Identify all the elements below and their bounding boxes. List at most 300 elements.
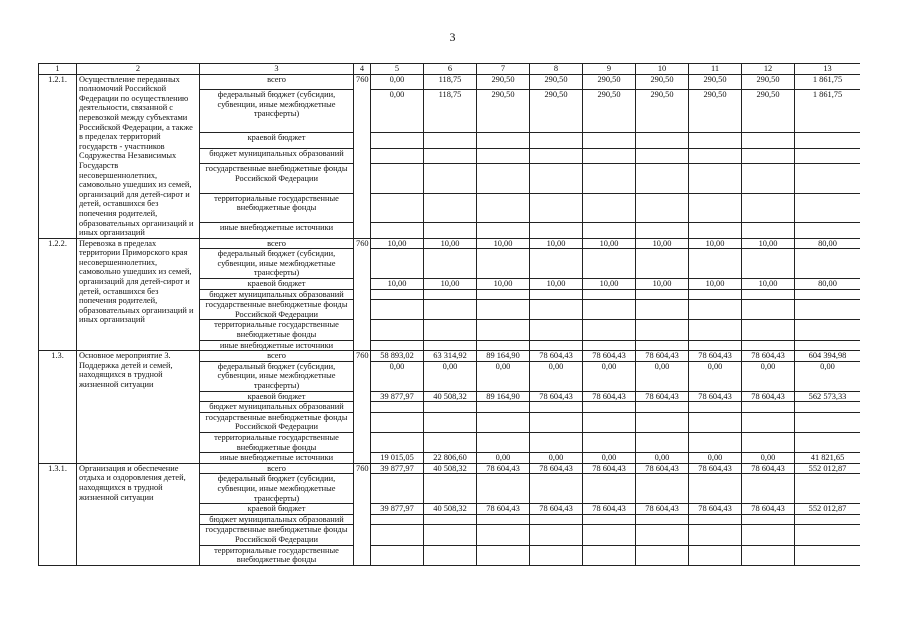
value-cell — [371, 193, 424, 222]
value-cell — [689, 412, 742, 432]
value-cell: 290,50 — [530, 90, 583, 133]
value-cell: 78 604,43 — [477, 504, 530, 515]
value-cell: 10,00 — [530, 238, 583, 249]
value-cell — [742, 432, 795, 452]
value-cell: 10,00 — [742, 279, 795, 290]
item-name: Организация и обеспечение отдыха и оздоровления детей, находящихся в трудной жизненной ситуации — [77, 463, 200, 565]
value-cell — [530, 300, 583, 320]
value-cell — [424, 133, 477, 148]
value-cell — [742, 412, 795, 432]
value-cell — [477, 474, 530, 504]
value-cell — [424, 412, 477, 432]
funding-source: бюджет муниципальных образований — [200, 402, 354, 413]
value-cell — [689, 249, 742, 279]
value-cell — [371, 474, 424, 504]
value-cell — [477, 148, 530, 163]
value-cell: 89 164,90 — [477, 391, 530, 402]
value-cell: 1 861,75 — [795, 90, 861, 133]
value-cell: 78 604,43 — [583, 463, 636, 474]
value-cell: 290,50 — [477, 74, 530, 89]
value-cell — [795, 249, 861, 279]
value-cell — [477, 402, 530, 413]
value-cell — [689, 432, 742, 452]
header-cell-11: 11 — [689, 64, 742, 75]
value-cell: 0,00 — [636, 453, 689, 464]
funding-source: краевой бюджет — [200, 391, 354, 402]
value-cell: 40 508,32 — [424, 504, 477, 515]
value-cell: 0,00 — [742, 453, 795, 464]
value-cell: 0,00 — [795, 361, 861, 391]
value-cell — [371, 133, 424, 148]
value-cell — [742, 545, 795, 565]
value-cell — [795, 133, 861, 148]
funding-source: краевой бюджет — [200, 504, 354, 515]
value-cell: 78 604,43 — [689, 463, 742, 474]
value-cell — [530, 193, 583, 222]
header-cell-10: 10 — [636, 64, 689, 75]
value-cell: 78 604,43 — [583, 504, 636, 515]
value-cell — [742, 514, 795, 525]
value-cell: 78 604,43 — [530, 504, 583, 515]
responsible-code: 760 — [354, 238, 371, 351]
item-number: 1.2.1. — [39, 74, 77, 238]
value-cell — [371, 412, 424, 432]
value-cell — [424, 545, 477, 565]
value-cell — [530, 320, 583, 340]
value-cell: 78 604,43 — [636, 391, 689, 402]
value-cell — [477, 133, 530, 148]
value-cell: 290,50 — [636, 74, 689, 89]
value-cell — [424, 320, 477, 340]
value-cell — [583, 412, 636, 432]
value-cell — [636, 545, 689, 565]
value-cell — [424, 164, 477, 193]
budget-table-wrapper — [38, 63, 860, 640]
funding-source: территориальные государственные внебюджетные фонды — [200, 432, 354, 452]
header-cell-2: 2 — [77, 64, 200, 75]
value-cell — [636, 164, 689, 193]
header-cell-8: 8 — [530, 64, 583, 75]
table-row — [39, 351, 861, 362]
table-row — [39, 238, 861, 249]
funding-source: федеральный бюджет (субсидии, субвенции, иные межбюджетные трансферты) — [200, 249, 354, 279]
value-cell — [583, 545, 636, 565]
value-cell: 290,50 — [742, 74, 795, 89]
value-cell: 58 893,02 — [371, 351, 424, 362]
value-cell: 78 604,43 — [636, 351, 689, 362]
value-cell — [636, 340, 689, 351]
value-cell — [795, 402, 861, 413]
item-number: 1.3. — [39, 351, 77, 464]
value-cell — [477, 223, 530, 238]
responsible-code: 760 — [354, 463, 371, 565]
value-cell: 78 604,43 — [689, 391, 742, 402]
value-cell — [689, 474, 742, 504]
value-cell — [530, 432, 583, 452]
value-cell — [795, 412, 861, 432]
funding-source: федеральный бюджет (субсидии, субвенции, иные межбюджетные трансферты) — [200, 361, 354, 391]
value-cell: 39 877,97 — [371, 391, 424, 402]
value-cell — [636, 525, 689, 545]
responsible-code: 760 — [354, 351, 371, 464]
value-cell — [795, 514, 861, 525]
header-cell-4: 4 — [354, 64, 371, 75]
value-cell: 0,00 — [636, 361, 689, 391]
funding-source: бюджет муниципальных образований — [200, 514, 354, 525]
value-cell — [583, 525, 636, 545]
value-cell: 10,00 — [477, 279, 530, 290]
header-cell-6: 6 — [424, 64, 477, 75]
value-cell — [424, 474, 477, 504]
value-cell — [689, 133, 742, 148]
value-cell — [477, 412, 530, 432]
value-cell — [795, 289, 861, 300]
funding-source: территориальные государственные внебюджетные фонды — [200, 320, 354, 340]
value-cell: 290,50 — [636, 90, 689, 133]
value-cell: 10,00 — [636, 279, 689, 290]
value-cell — [477, 289, 530, 300]
value-cell: 41 821,65 — [795, 453, 861, 464]
value-cell — [530, 148, 583, 163]
value-cell: 0,00 — [477, 453, 530, 464]
value-cell — [371, 148, 424, 163]
value-cell — [424, 223, 477, 238]
value-cell — [742, 340, 795, 351]
value-cell — [583, 148, 636, 163]
value-cell: 10,00 — [530, 279, 583, 290]
value-cell: 78 604,43 — [742, 463, 795, 474]
value-cell: 552 012,87 — [795, 463, 861, 474]
value-cell: 10,00 — [424, 279, 477, 290]
value-cell: 40 508,32 — [424, 463, 477, 474]
value-cell: 290,50 — [689, 74, 742, 89]
budget-table — [38, 63, 860, 566]
value-cell — [583, 402, 636, 413]
value-cell: 10,00 — [477, 238, 530, 249]
value-cell — [583, 289, 636, 300]
funding-source: всего — [200, 463, 354, 474]
page-number: 3 — [449, 30, 456, 44]
value-cell — [742, 474, 795, 504]
value-cell — [689, 300, 742, 320]
value-cell — [583, 249, 636, 279]
funding-source: краевой бюджет — [200, 133, 354, 148]
header-cell-7: 7 — [477, 64, 530, 75]
value-cell — [477, 249, 530, 279]
value-cell: 0,00 — [371, 90, 424, 133]
value-cell: 80,00 — [795, 238, 861, 249]
value-cell — [477, 300, 530, 320]
value-cell: 0,00 — [371, 74, 424, 89]
value-cell — [371, 432, 424, 452]
value-cell: 290,50 — [583, 90, 636, 133]
value-cell: 80,00 — [795, 279, 861, 290]
funding-source: федеральный бюджет (субсидии, субвенции, иные межбюджетные трансферты) — [200, 474, 354, 504]
header-cell-3: 3 — [200, 64, 354, 75]
value-cell: 78 604,43 — [583, 351, 636, 362]
funding-source: государственные внебюджетные фонды Российской Федерации — [200, 525, 354, 545]
value-cell — [371, 320, 424, 340]
value-cell: 78 604,43 — [742, 391, 795, 402]
funding-source: иные внебюджетные источники — [200, 223, 354, 238]
value-cell — [530, 340, 583, 351]
value-cell — [636, 432, 689, 452]
value-cell — [371, 289, 424, 300]
value-cell — [636, 193, 689, 222]
value-cell: 78 604,43 — [583, 391, 636, 402]
value-cell — [742, 148, 795, 163]
value-cell: 10,00 — [636, 238, 689, 249]
value-cell — [477, 514, 530, 525]
value-cell: 0,00 — [742, 361, 795, 391]
value-cell: 78 604,43 — [636, 463, 689, 474]
funding-source: всего — [200, 238, 354, 249]
value-cell — [742, 525, 795, 545]
funding-source: территориальные государственные внебюджетные фонды — [200, 193, 354, 222]
value-cell: 10,00 — [689, 238, 742, 249]
value-cell: 63 314,92 — [424, 351, 477, 362]
value-cell: 39 877,97 — [371, 463, 424, 474]
value-cell — [742, 402, 795, 413]
value-cell — [424, 193, 477, 222]
value-cell: 290,50 — [689, 90, 742, 133]
table-row — [39, 463, 861, 474]
value-cell: 19 015,05 — [371, 453, 424, 464]
item-name: Основное мероприятие 3. Поддержка детей и семей, находящихся в трудной жизненной ситуации — [77, 351, 200, 464]
value-cell — [371, 340, 424, 351]
value-cell — [583, 300, 636, 320]
value-cell: 78 604,43 — [689, 504, 742, 515]
funding-source: государственные внебюджетные фонды Российской Федерации — [200, 412, 354, 432]
value-cell — [583, 320, 636, 340]
item-number: 1.2.2. — [39, 238, 77, 351]
value-cell — [530, 474, 583, 504]
value-cell — [530, 164, 583, 193]
value-cell — [689, 193, 742, 222]
value-cell: 118,75 — [424, 74, 477, 89]
value-cell: 0,00 — [689, 453, 742, 464]
value-cell: 0,00 — [583, 453, 636, 464]
value-cell — [742, 133, 795, 148]
value-cell — [689, 164, 742, 193]
value-cell: 10,00 — [583, 279, 636, 290]
value-cell: 10,00 — [583, 238, 636, 249]
value-cell — [583, 474, 636, 504]
header-cell-13: 13 — [795, 64, 861, 75]
value-cell — [583, 514, 636, 525]
value-cell: 290,50 — [530, 74, 583, 89]
value-cell: 562 573,33 — [795, 391, 861, 402]
value-cell — [742, 300, 795, 320]
funding-source: федеральный бюджет (субсидии, субвенции, иные межбюджетные трансферты) — [200, 90, 354, 133]
value-cell — [477, 193, 530, 222]
value-cell — [424, 289, 477, 300]
value-cell — [477, 164, 530, 193]
value-cell — [424, 525, 477, 545]
value-cell — [689, 340, 742, 351]
value-cell — [636, 412, 689, 432]
value-cell — [742, 193, 795, 222]
value-cell: 0,00 — [530, 453, 583, 464]
value-cell — [583, 193, 636, 222]
value-cell — [636, 249, 689, 279]
value-cell: 0,00 — [689, 361, 742, 391]
value-cell: 10,00 — [742, 238, 795, 249]
value-cell — [689, 289, 742, 300]
value-cell: 290,50 — [477, 90, 530, 133]
value-cell — [424, 148, 477, 163]
value-cell — [530, 412, 583, 432]
value-cell — [636, 514, 689, 525]
value-cell: 78 604,43 — [530, 391, 583, 402]
value-cell — [477, 320, 530, 340]
value-cell — [742, 223, 795, 238]
value-cell — [530, 545, 583, 565]
value-cell — [424, 402, 477, 413]
value-cell: 89 164,90 — [477, 351, 530, 362]
funding-source: иные внебюджетные источники — [200, 340, 354, 351]
value-cell — [636, 402, 689, 413]
value-cell: 290,50 — [742, 90, 795, 133]
value-cell — [795, 320, 861, 340]
value-cell — [583, 223, 636, 238]
value-cell: 40 508,32 — [424, 391, 477, 402]
value-cell — [371, 249, 424, 279]
value-cell: 0,00 — [477, 361, 530, 391]
value-cell — [530, 402, 583, 413]
funding-source: государственные внебюджетные фонды Российской Федерации — [200, 164, 354, 193]
value-cell — [795, 300, 861, 320]
value-cell — [636, 148, 689, 163]
value-cell: 0,00 — [583, 361, 636, 391]
value-cell — [795, 193, 861, 222]
value-cell: 39 877,97 — [371, 504, 424, 515]
value-cell: 118,75 — [424, 90, 477, 133]
value-cell — [424, 340, 477, 351]
value-cell — [530, 289, 583, 300]
value-cell: 290,50 — [583, 74, 636, 89]
header-cell-12: 12 — [742, 64, 795, 75]
item-name: Осуществление переданных полномочий Российской Федерации по осуществлению деятельности, связанной с перевозкой между субъектами Российской Федерации, а также в пределах территорий государств - участников Содружества Независимых Государств несовершеннолетних, самовольно ушедших из семей, организаций для детей-сирот и детей, оставшихся без попечения родителей, образовательных организаций и иных организаций — [77, 74, 200, 238]
value-cell — [689, 320, 742, 340]
value-cell — [371, 514, 424, 525]
value-cell: 0,00 — [530, 361, 583, 391]
value-cell: 1 861,75 — [795, 74, 861, 89]
item-number: 1.3.1. — [39, 463, 77, 565]
value-cell — [530, 525, 583, 545]
funding-source: территориальные государственные внебюджетные фонды — [200, 545, 354, 565]
value-cell — [636, 300, 689, 320]
value-cell — [636, 289, 689, 300]
value-cell: 78 604,43 — [689, 351, 742, 362]
value-cell — [689, 148, 742, 163]
value-cell: 78 604,43 — [477, 463, 530, 474]
value-cell — [530, 133, 583, 148]
value-cell — [583, 432, 636, 452]
funding-source: краевой бюджет — [200, 279, 354, 290]
value-cell: 10,00 — [424, 238, 477, 249]
value-cell — [795, 164, 861, 193]
value-cell — [371, 223, 424, 238]
header-row — [39, 64, 861, 75]
value-cell — [424, 514, 477, 525]
value-cell: 10,00 — [371, 279, 424, 290]
item-name: Перевозка в пределах территории Приморского края несовершеннолетних, самовольно ушедших из семей, организаций для детей-сирот и детей, оставшихся без попечения родителей, образовательных организаций и иных организаций — [77, 238, 200, 351]
value-cell — [795, 474, 861, 504]
value-cell — [689, 223, 742, 238]
value-cell: 10,00 — [371, 238, 424, 249]
value-cell: 78 604,43 — [530, 463, 583, 474]
value-cell: 78 604,43 — [636, 504, 689, 515]
value-cell — [689, 514, 742, 525]
value-cell — [742, 249, 795, 279]
value-cell — [636, 223, 689, 238]
value-cell — [742, 289, 795, 300]
value-cell — [371, 545, 424, 565]
value-cell — [583, 340, 636, 351]
value-cell — [530, 249, 583, 279]
value-cell — [795, 545, 861, 565]
value-cell — [371, 164, 424, 193]
value-cell: 78 604,43 — [530, 351, 583, 362]
value-cell: 0,00 — [371, 361, 424, 391]
value-cell — [795, 525, 861, 545]
value-cell — [583, 133, 636, 148]
value-cell — [477, 525, 530, 545]
value-cell — [636, 474, 689, 504]
value-cell — [530, 514, 583, 525]
funding-source: всего — [200, 74, 354, 89]
value-cell — [371, 525, 424, 545]
value-cell — [530, 223, 583, 238]
value-cell — [689, 402, 742, 413]
funding-source: всего — [200, 351, 354, 362]
value-cell — [742, 164, 795, 193]
value-cell — [689, 545, 742, 565]
funding-source: государственные внебюджетные фонды Российской Федерации — [200, 300, 354, 320]
value-cell — [795, 148, 861, 163]
value-cell — [371, 300, 424, 320]
value-cell — [636, 133, 689, 148]
value-cell — [689, 525, 742, 545]
value-cell — [424, 249, 477, 279]
header-cell-5: 5 — [371, 64, 424, 75]
value-cell: 78 604,43 — [742, 351, 795, 362]
funding-source: иные внебюджетные источники — [200, 453, 354, 464]
value-cell — [424, 432, 477, 452]
value-cell — [795, 432, 861, 452]
funding-source: бюджет муниципальных образований — [200, 148, 354, 163]
table-row — [39, 74, 861, 89]
value-cell — [795, 223, 861, 238]
header-cell-9: 9 — [583, 64, 636, 75]
value-cell — [636, 320, 689, 340]
value-cell — [424, 300, 477, 320]
value-cell — [371, 402, 424, 413]
responsible-code: 760 — [354, 74, 371, 238]
value-cell: 604 394,98 — [795, 351, 861, 362]
value-cell: 10,00 — [689, 279, 742, 290]
value-cell — [477, 432, 530, 452]
value-cell — [742, 320, 795, 340]
funding-source: бюджет муниципальных образований — [200, 289, 354, 300]
value-cell — [795, 340, 861, 351]
value-cell — [477, 545, 530, 565]
value-cell: 22 806,60 — [424, 453, 477, 464]
value-cell: 552 012,87 — [795, 504, 861, 515]
value-cell: 78 604,43 — [742, 504, 795, 515]
value-cell — [477, 340, 530, 351]
